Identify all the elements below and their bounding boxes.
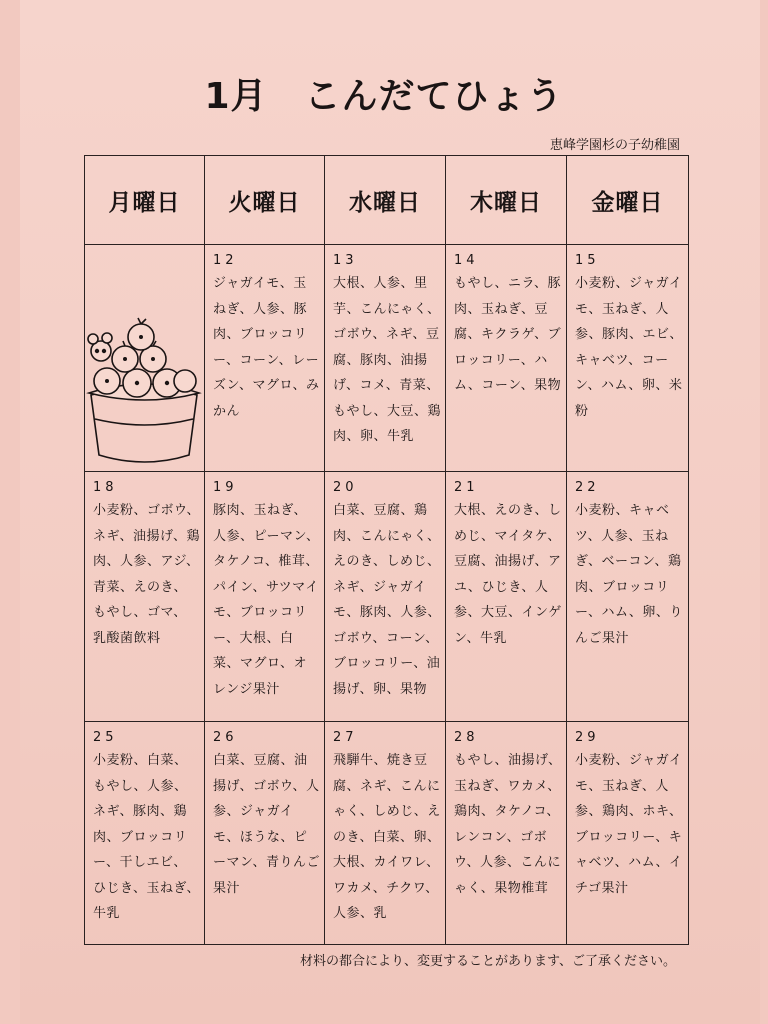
day-date: 22 (575, 480, 600, 495)
day-date: 21 (454, 480, 479, 495)
day-date: 20 (333, 480, 358, 495)
day-menu: 小麦粉、ジャガイモ、玉ねぎ、人参、豚肉、エビ、キャベツ、コーン、ハム、卵、米粉 (575, 276, 683, 419)
day-cell-21 (446, 472, 567, 722)
day-menu: 豚肉、玉ねぎ、人参、ピーマン、タケノコ、椎茸、パイン、サツマイモ、ブロッコリー、大根、白菜、マグロ、オレンジ果汁 (213, 503, 320, 697)
day-menu: 小麦粉、ゴボウ、ネギ、油揚げ、鶏肉、人参、アジ、青菜、えのき、もやし、ゴマ、乳酸菌飲料 (93, 503, 200, 646)
day-cell-12 (205, 245, 325, 472)
day-date: 28 (454, 730, 479, 745)
header-tuesday: 火曜日 (205, 156, 325, 245)
header-monday: 月曜日 (85, 156, 205, 245)
day-menu: 白菜、豆腐、鶏肉、こんにゃく、えのき、しめじ、ネギ、ジャガイモ、豚肉、人参、ゴボウ、コーン、ブロッコリー、油揚げ、卵、果物 (333, 503, 441, 697)
day-cell-26 (205, 722, 325, 944)
day-date: 27 (333, 730, 358, 745)
day-date: 12 (213, 253, 238, 268)
day-menu: 飛騨牛、焼き豆腐、ネギ、こんにゃく、しめじ、えのき、白菜、卵、大根、カイワレ、ワカメ、チクワ、人参、乳 (333, 753, 441, 921)
header-wednesday: 水曜日 (325, 156, 446, 245)
day-date: 14 (454, 253, 479, 268)
day-cell-22 (567, 472, 688, 722)
day-menu: 大根、人参、里芋、こんにゃく、ゴボウ、ネギ、豆腐、豚肉、油揚げ、コメ、青菜、もやし、大豆、鶏肉、卵、牛乳 (333, 276, 442, 444)
day-cell-13 (325, 245, 446, 472)
menu-table (84, 155, 689, 945)
day-menu: 大根、えのき、しめじ、マイタケ、豆腐、油揚げ、アユ、ひじき、人参、大豆、インゲン、牛乳 (454, 503, 562, 646)
footer-note: 材料の都合により、変更することがあります、ご了承ください。 (300, 954, 676, 969)
day-date: 13 (333, 253, 358, 268)
page-title: 1月 こんだてひょう (204, 76, 564, 117)
day-date: 19 (213, 480, 238, 495)
day-menu: ジャガイモ、玉ねぎ、人参、豚肉、ブロッコリー、コーン、レーズン、マグロ、みかん (213, 276, 320, 419)
day-date: 18 (93, 480, 118, 495)
day-date: 29 (575, 730, 600, 745)
day-cell-15 (567, 245, 688, 472)
header-thursday: 木曜日 (446, 156, 567, 245)
day-menu: 小麦粉、白菜、もやし、人参、ネギ、豚肉、鶏肉、ブロッコリー、干しエビ、ひじき、玉ねぎ、牛乳 (93, 753, 200, 921)
day-menu: 小麦粉、ジャガイモ、玉ねぎ、人参、鶏肉、ホキ、ブロッコリー、キャベツ、ハム、イチゴ果汁 (575, 753, 683, 896)
day-cell-19 (205, 472, 325, 722)
school-name: 恵峰学園杉の子幼稚園 (549, 138, 680, 153)
day-date: 15 (575, 253, 600, 268)
day-cell-20 (325, 472, 446, 722)
day-menu: 小麦粉、キャベツ、人参、玉ねぎ、ベーコン、鶏肉、ブロッコリー、ハム、卵、りんご果汁 (575, 503, 683, 646)
basket-illustration-icon (85, 283, 203, 472)
header-friday: 金曜日 (567, 156, 688, 245)
day-menu: 白菜、豆腐、油揚げ、ゴボウ、人参、ジャガイモ、ほうな、ピーマン、青りんご果汁 (213, 753, 320, 896)
day-cell-28 (446, 722, 567, 944)
day-cell-29 (567, 722, 688, 944)
day-cell-18 (85, 472, 205, 722)
day-menu: もやし、ニラ、豚肉、玉ねぎ、豆腐、キクラゲ、ブロッコリー、ハム、コーン、果物 (454, 276, 562, 393)
day-menu: もやし、油揚げ、玉ねぎ、ワカメ、鶏肉、タケノコ、レンコン、ゴボウ、人参、こんにゃく、果物椎茸 (454, 753, 562, 896)
day-cell-25 (85, 722, 205, 944)
day-cell-illustration (85, 245, 205, 472)
day-cell-27 (325, 722, 446, 944)
day-cell-14 (446, 245, 567, 472)
day-date: 25 (93, 730, 118, 745)
day-date: 26 (213, 730, 238, 745)
